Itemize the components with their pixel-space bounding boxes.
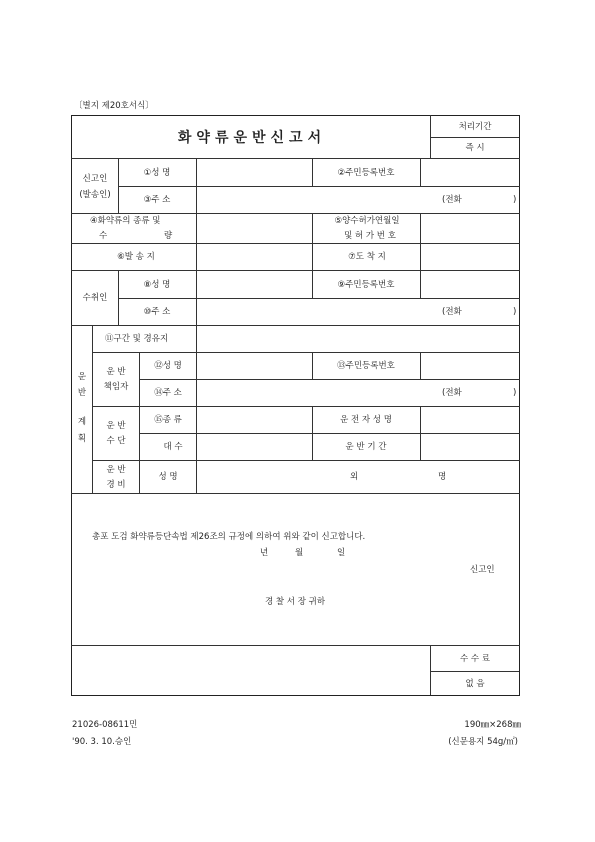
date-month-label: 월 bbox=[295, 548, 304, 558]
recipient-header: 수취인 bbox=[82, 293, 108, 303]
guard-others-label: 외 bbox=[350, 472, 359, 482]
transport-period-field[interactable] bbox=[421, 434, 519, 459]
permit-number-label: 및 허 가 번 호 bbox=[344, 231, 396, 241]
applicant-address-label: ③주 소 bbox=[143, 195, 171, 205]
plan-side-label-2: 반 bbox=[77, 388, 87, 398]
guard-header: 운 반 bbox=[106, 465, 126, 475]
guard-header-sub: 경 비 bbox=[106, 480, 126, 490]
manager-name-label: ⑫성 명 bbox=[154, 361, 182, 371]
applicant-rrn-field[interactable] bbox=[421, 159, 519, 185]
origin-field[interactable] bbox=[197, 244, 311, 269]
paper-size: 190㎜×268㎜ bbox=[464, 720, 521, 730]
route-label: ⑪구간 및 경유지 bbox=[105, 334, 169, 344]
guard-count-unit: 명 bbox=[438, 472, 447, 482]
plan-side-label-4: 획 bbox=[77, 434, 87, 444]
addressee: 경 찰 서 장 귀하 bbox=[264, 597, 326, 607]
manager-rrn-label: ⑬주민등록번호 bbox=[337, 361, 395, 371]
date-day-label: 일 bbox=[337, 548, 346, 558]
recipient-rrn-field[interactable] bbox=[421, 271, 519, 297]
manager-name-field[interactable] bbox=[197, 353, 311, 378]
applicant-header-sub: (발송인) bbox=[79, 190, 111, 200]
processing-period-value: 즉 시 bbox=[465, 143, 485, 153]
applicant-name-field[interactable] bbox=[197, 159, 311, 185]
manager-phone-close: ) bbox=[513, 388, 517, 398]
form-code: 21026-08611민 bbox=[72, 720, 138, 730]
vehicle-type-field[interactable] bbox=[197, 407, 311, 432]
manager-rrn-field[interactable] bbox=[421, 353, 519, 378]
destination-label: ⑦도 착 지 bbox=[348, 252, 386, 262]
origin-label: ⑥발 송 지 bbox=[117, 252, 155, 262]
manager-header: 운 반 bbox=[106, 367, 126, 377]
driver-name-field[interactable] bbox=[421, 407, 519, 432]
permit-field[interactable] bbox=[421, 214, 519, 242]
guard-name-field[interactable] bbox=[197, 461, 347, 492]
manager-header-sub: 책임자 bbox=[103, 382, 129, 392]
processing-period-label: 처리기간 bbox=[458, 122, 492, 132]
form-number-tag: 〔별지 제20호서식〕 bbox=[74, 101, 154, 111]
approval-date: '90. 3. 10.승인 bbox=[72, 737, 132, 747]
vehicle-type-label: ⑮종 류 bbox=[154, 415, 182, 425]
manager-address-field[interactable] bbox=[197, 380, 519, 405]
plan-side-label-1: 운 bbox=[77, 372, 87, 382]
recipient-phone-label: (전화 bbox=[442, 307, 462, 317]
plan-side-label-3: 계 bbox=[77, 417, 87, 427]
goods-type-field[interactable] bbox=[197, 214, 311, 242]
applicant-header: 신고인 bbox=[82, 174, 108, 184]
vehicle-header: 운 반 bbox=[106, 421, 126, 431]
guard-name-label: 성 명 bbox=[158, 472, 178, 482]
goods-type-label-a: 수 bbox=[99, 231, 108, 241]
paper-spec: (신문용지 54g/㎡) bbox=[448, 737, 518, 747]
manager-phone-label: (전화 bbox=[442, 388, 462, 398]
goods-type-label-b: 량 bbox=[164, 231, 173, 241]
applicant-name-label: ①성 명 bbox=[143, 168, 171, 178]
driver-name-label: 운 전 자 성 명 bbox=[340, 415, 392, 425]
vehicle-count-label: 대 수 bbox=[163, 442, 183, 452]
fee-label: 수 수 료 bbox=[459, 654, 491, 664]
fee-value: 없 음 bbox=[465, 679, 485, 689]
signer-label: 신고인 bbox=[470, 565, 495, 575]
permit-date-label: ⑤양수허가연월일 bbox=[334, 216, 400, 226]
date-year-label: 년 bbox=[260, 548, 269, 558]
route-field[interactable] bbox=[197, 326, 519, 351]
recipient-address-label: ⑩주 소 bbox=[143, 307, 171, 317]
vehicle-header-sub: 수 단 bbox=[106, 436, 126, 446]
destination-field[interactable] bbox=[421, 244, 519, 269]
vehicle-count-field[interactable] bbox=[197, 434, 311, 459]
transport-period-label: 운 반 기 간 bbox=[345, 442, 387, 452]
applicant-phone-close: ) bbox=[513, 195, 517, 205]
recipient-name-field[interactable] bbox=[197, 271, 311, 297]
recipient-name-label: ⑧성 명 bbox=[143, 280, 171, 290]
recipient-phone-close: ) bbox=[513, 307, 517, 317]
guard-count-field[interactable] bbox=[362, 461, 432, 492]
goods-type-label: ④화약류의 종류 및 bbox=[90, 216, 161, 226]
recipient-address-field[interactable] bbox=[197, 299, 519, 324]
declaration-statement: 총포 도검 화약류등단속법 제26조의 규정에 의하여 위와 같이 신고합니다. bbox=[92, 532, 366, 542]
applicant-rrn-label: ②주민등록번호 bbox=[337, 168, 395, 178]
recipient-rrn-label: ⑨주민등록번호 bbox=[337, 280, 395, 290]
manager-address-label: ⑭주 소 bbox=[154, 388, 182, 398]
form-title: 화약류운반신고서 bbox=[177, 130, 327, 146]
applicant-address-field[interactable] bbox=[197, 187, 519, 212]
applicant-phone-label: (전화 bbox=[442, 195, 462, 205]
